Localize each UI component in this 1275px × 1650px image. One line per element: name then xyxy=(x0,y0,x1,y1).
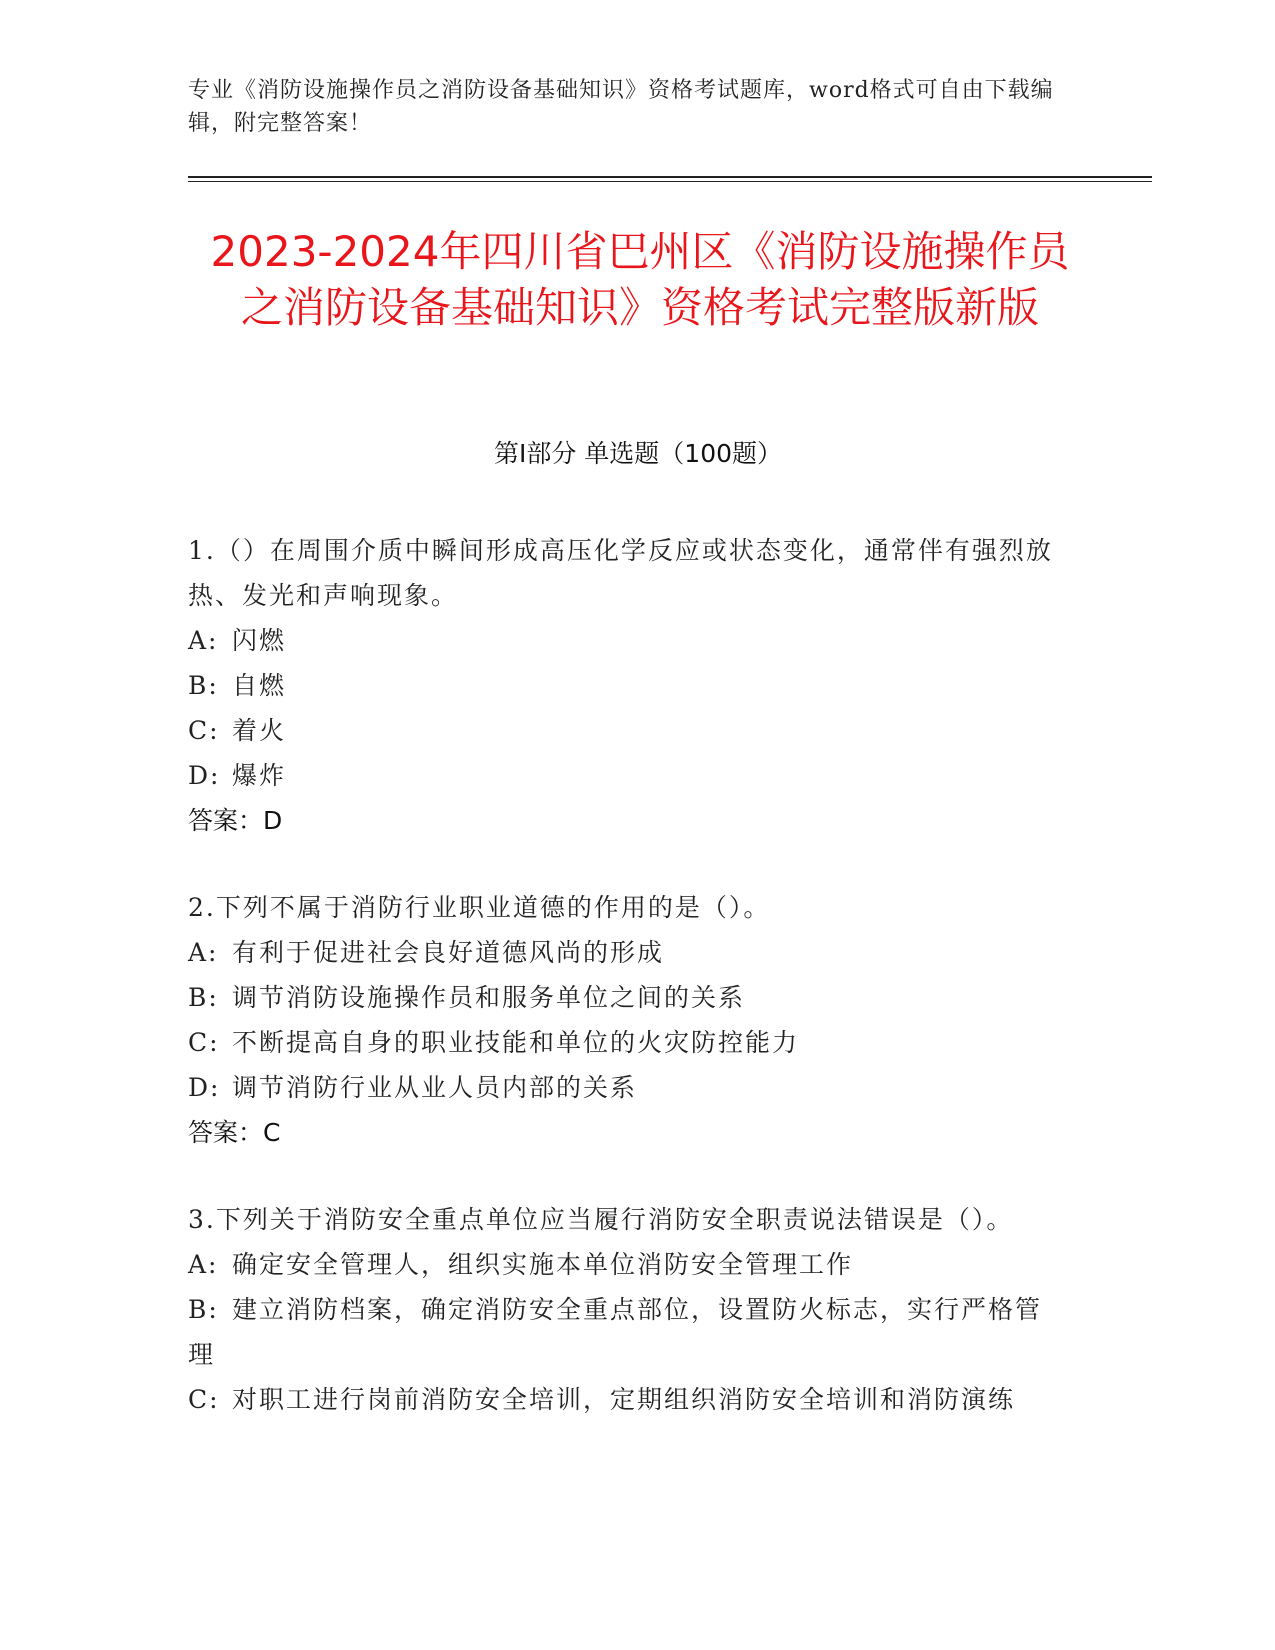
option-c xyxy=(188,708,1068,753)
option-a xyxy=(188,930,1068,975)
option-text: 确定安全管理人，组织实施本单位消防安全管理工作 xyxy=(232,1250,854,1279)
answer-line: 答案：D xyxy=(188,806,283,835)
option-letter: A: xyxy=(188,1250,219,1279)
option-letter: A: xyxy=(188,626,219,655)
option-letter: B: xyxy=(188,671,219,700)
option-text: 自燃 xyxy=(232,671,287,700)
option-b xyxy=(188,663,1068,708)
option-letter: D: xyxy=(188,761,221,790)
option-b xyxy=(188,1287,1068,1377)
option-letter: C: xyxy=(188,1385,220,1414)
question-2 xyxy=(188,885,1068,1155)
option-text: 不断提高自身的职业技能和单位的火灾防控能力 xyxy=(232,1028,800,1057)
option-c xyxy=(188,1020,1068,1065)
header-divider-thick xyxy=(188,176,1152,178)
option-text: 建立消防档案，确定消防安全重点部位，设置防火标志，实行严格管理 xyxy=(188,1295,1043,1369)
question-list xyxy=(188,528,1068,1464)
question-1 xyxy=(188,528,1068,843)
option-text: 对职工进行岗前消防安全培训，定期组织消防安全培训和消防演练 xyxy=(232,1385,1016,1414)
option-letter: C: xyxy=(188,716,220,745)
option-letter: C: xyxy=(188,1028,220,1057)
option-a xyxy=(188,1242,1068,1287)
option-letter: A: xyxy=(188,938,219,967)
option-text: 调节消防设施操作员和服务单位之间的关系 xyxy=(232,983,746,1012)
question-stem: 2.下列不属于消防行业职业道德的作用的是（）。 xyxy=(188,893,771,922)
question-3 xyxy=(188,1197,1068,1422)
question-stem: 3.下列关于消防安全重点单位应当履行消防安全职责说法错误是（）。 xyxy=(188,1205,1014,1234)
option-letter: B: xyxy=(188,1295,219,1324)
question-stem: 1.（）在周围介质中瞬间形成高压化学反应或状态变化，通常伴有强烈放热、发光和声响现象。 xyxy=(188,536,1053,610)
option-d xyxy=(188,1065,1068,1110)
option-text: 调节消防行业从业人员内部的关系 xyxy=(232,1073,638,1102)
document-title: 2023-2024年四川省巴州区《消防设施操作员之消防设备基础知识》资格考试完整版新版 xyxy=(210,227,1070,332)
option-text: 着火 xyxy=(232,716,287,745)
option-text: 爆炸 xyxy=(232,761,287,790)
option-a xyxy=(188,618,1068,663)
option-b xyxy=(188,975,1068,1020)
section-heading: 第Ⅰ部分 单选题（100题） xyxy=(493,439,783,468)
option-d xyxy=(188,753,1068,798)
header-note: 专业《消防设施操作员之消防设备基础知识》资格考试题库，word格式可自由下载编辑，附完整答案！ xyxy=(188,78,1054,136)
option-text: 有利于促进社会良好道德风尚的形成 xyxy=(232,938,665,967)
header-divider-thin xyxy=(188,181,1152,182)
option-letter: D: xyxy=(188,1073,221,1102)
option-letter: B: xyxy=(188,983,219,1012)
answer-line: 答案：C xyxy=(188,1118,281,1147)
option-c xyxy=(188,1377,1068,1422)
option-text: 闪燃 xyxy=(232,626,287,655)
